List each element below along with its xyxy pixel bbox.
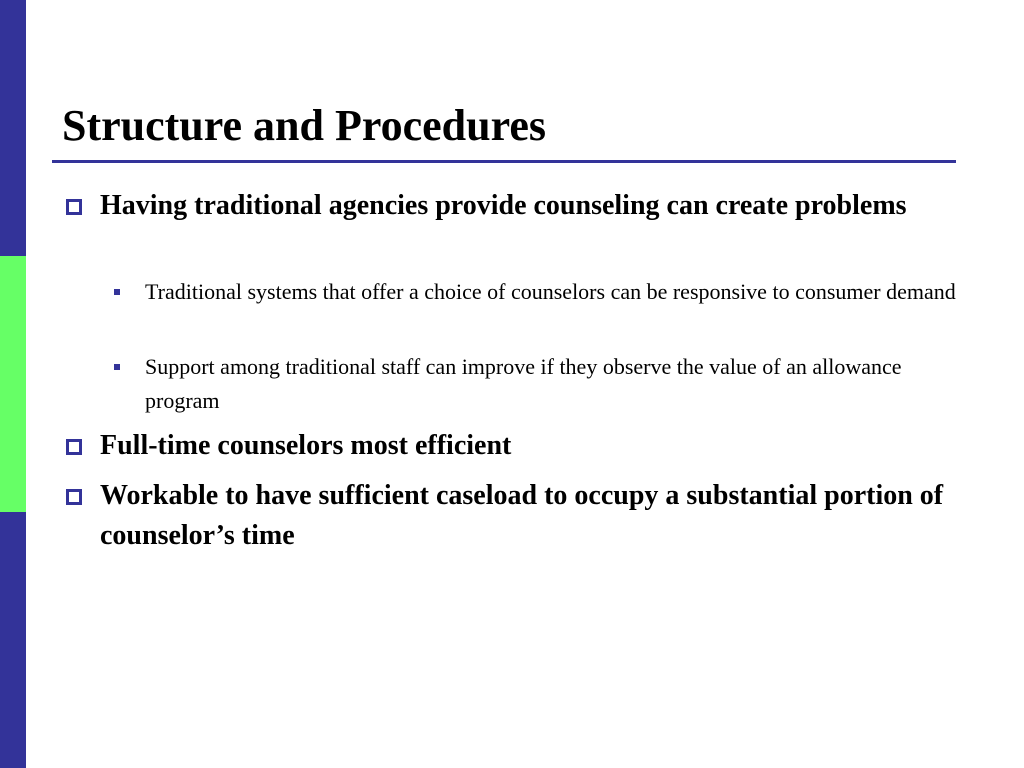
bullet-text: Having traditional agencies provide counseling can create problems (100, 190, 907, 221)
hollow-square-icon (66, 489, 82, 505)
hollow-square-icon (66, 439, 82, 455)
small-square-icon (114, 289, 120, 295)
sub-bullet-text: Traditional systems that offer a choice of counselors can be responsive to consumer demand (145, 279, 956, 304)
hollow-square-icon (66, 199, 82, 215)
bullet-text: Full-time counselors most efficient (100, 430, 512, 461)
slide-title: Structure and Procedures (62, 101, 546, 150)
bullet-item-agencies (100, 186, 970, 226)
bullet-text: Workable to have sufficient caseload to occupy a substantial portion of counselor’s time (100, 480, 944, 551)
bullet-item-caseload (100, 476, 970, 556)
bullet-item-full-time (100, 426, 970, 466)
sub-bullet-text: Support among traditional staff can improve if they observe the value of an allowance program (145, 354, 902, 413)
small-square-icon (114, 364, 120, 370)
sub-bullet-item-support (145, 350, 970, 418)
sub-bullet-item-choice (145, 275, 970, 309)
